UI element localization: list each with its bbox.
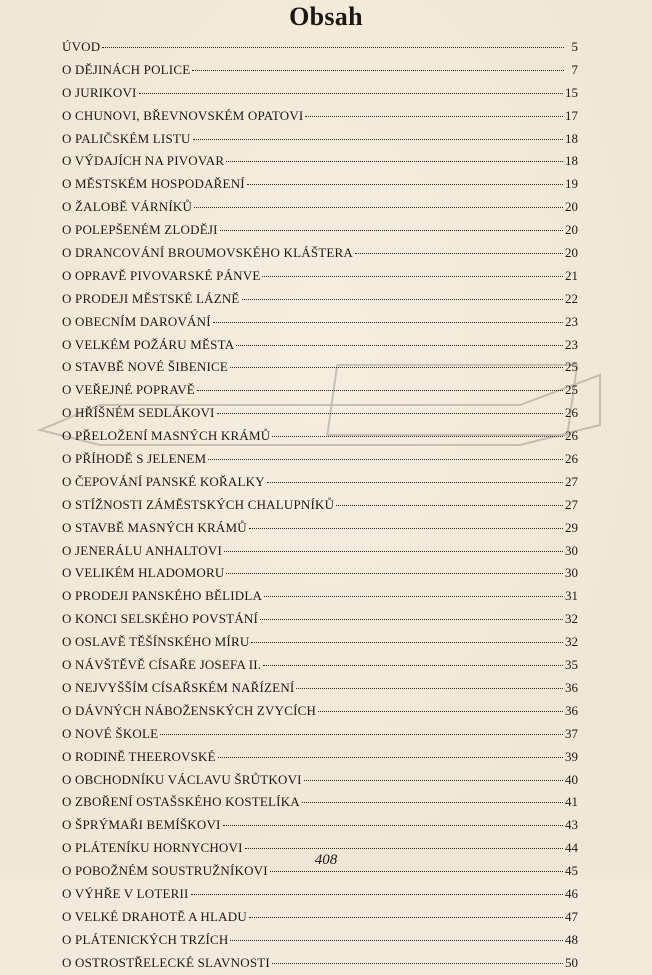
toc-entry[interactable] [62, 173, 578, 196]
toc-entry-page: 43 [565, 817, 578, 833]
toc-entry-page: 44 [565, 840, 578, 856]
dot-leader [102, 47, 564, 48]
dot-leader [302, 802, 563, 803]
toc-entry-page: 25 [565, 382, 578, 398]
toc-entry[interactable] [62, 906, 578, 929]
toc-entry-page: 27 [565, 496, 578, 512]
dot-leader [305, 116, 563, 117]
toc-entry-page: 40 [565, 771, 578, 787]
toc-entry-title: O PLÁTENICKÝCH TRZÍCH [62, 931, 229, 947]
dot-leader [296, 688, 563, 689]
toc-entry[interactable] [62, 562, 578, 585]
toc-entry-page: 46 [565, 885, 578, 901]
toc-entry-page: 23 [565, 313, 578, 329]
toc-entry-title: O OBECNÍM DAROVÁNÍ [62, 313, 211, 329]
dot-leader [245, 848, 563, 849]
toc-entry[interactable] [62, 769, 578, 792]
table-of-contents [62, 36, 578, 975]
toc-entry[interactable] [62, 59, 578, 82]
toc-entry-title: O PŘELOŽENÍ MASNÝCH KRÁMŮ [62, 428, 271, 444]
dot-leader [218, 757, 563, 758]
dot-leader [336, 505, 563, 506]
toc-entry[interactable] [62, 700, 578, 723]
toc-entry[interactable] [62, 448, 578, 471]
dot-leader [355, 253, 563, 254]
dot-leader [230, 940, 563, 941]
toc-entry-title: O NÁVŠTĚVĚ CÍSAŘE JOSEFA II. [62, 657, 262, 673]
toc-entry[interactable] [62, 265, 578, 288]
toc-entry[interactable] [62, 356, 578, 379]
toc-entry-page: 20 [565, 199, 578, 215]
toc-entry[interactable] [62, 128, 578, 151]
toc-entry-title: O PŘÍHODĚ S JELENEM [62, 451, 207, 467]
toc-entry-title: O PRODEJI PANSKÉHO BĚLIDLA [62, 588, 263, 604]
dot-leader [270, 871, 563, 872]
toc-entry-title: O VÝHŘE V LOTERII [62, 885, 189, 901]
toc-entry[interactable] [62, 746, 578, 769]
toc-entry[interactable] [62, 517, 578, 540]
toc-entry-title: O OPRAVĚ PIVOVARSKÉ PÁNVE [62, 267, 261, 283]
dot-leader [194, 207, 563, 208]
toc-entry-page: 39 [565, 748, 578, 764]
toc-entry[interactable] [62, 379, 578, 402]
dot-leader [226, 573, 563, 574]
toc-entry[interactable] [62, 425, 578, 448]
dot-leader [193, 139, 563, 140]
toc-entry-page: 7 [571, 61, 578, 77]
toc-entry-title: O OSTROSTŘELECKÉ SLAVNOSTI [62, 954, 270, 970]
toc-entry[interactable] [62, 540, 578, 563]
toc-entry-title: O PALIČSKÉM LISTU [62, 130, 191, 146]
toc-entry-title: ÚVOD [62, 39, 101, 54]
toc-entry-page: 36 [565, 679, 578, 695]
toc-entry[interactable] [62, 585, 578, 608]
toc-entry-title: O ČEPOVÁNÍ PANSKÉ KOŘALKY [62, 473, 265, 489]
dot-leader [230, 367, 563, 368]
toc-entry-page: 20 [565, 245, 578, 261]
toc-entry-page: 26 [565, 428, 578, 444]
toc-entry-page: 25 [565, 359, 578, 375]
toc-entry-page: 5 [571, 39, 578, 54]
toc-entry-title: O ŠPRÝMAŘI BEMÍŠKOVI [62, 817, 221, 833]
toc-entry-page: 41 [565, 794, 578, 810]
toc-entry[interactable] [62, 471, 578, 494]
dot-leader [263, 665, 563, 666]
toc-entry[interactable] [62, 494, 578, 517]
dot-leader [247, 184, 563, 185]
toc-entry-page: 27 [565, 473, 578, 489]
toc-entry-title: O DĚJINÁCH POLICE [62, 61, 191, 77]
toc-entry-page: 29 [565, 519, 578, 535]
toc-entry-title: O ŽALOBĚ VÁRNÍKŮ [62, 199, 193, 215]
toc-entry[interactable] [62, 677, 578, 700]
dot-leader [249, 528, 563, 529]
toc-entry-title: O STAVBĚ MASNÝCH KRÁMŮ [62, 519, 247, 535]
toc-entry[interactable] [62, 631, 578, 654]
dot-leader [213, 322, 563, 323]
toc-entry-page: 15 [565, 84, 578, 100]
toc-entry[interactable] [62, 791, 578, 814]
toc-entry[interactable] [62, 288, 578, 311]
dot-leader [272, 436, 563, 437]
page-number: 408 [314, 852, 338, 868]
dot-leader [264, 596, 563, 597]
toc-entry-page: 45 [565, 863, 578, 879]
dot-leader [236, 345, 563, 346]
toc-entry-title: O DRANCOVÁNÍ BROUMOVSKÉHO KLÁŠTERA [62, 245, 354, 261]
toc-entry-title: O OBCHODNÍKU VÁCLAVU ŠRŮTKOVI [62, 771, 302, 787]
dot-leader [197, 390, 563, 391]
toc-entry-title: O VELKÉ DRAHOTĚ A HLADU [62, 908, 247, 924]
toc-entry-page: 35 [565, 657, 578, 673]
toc-entry-title: O JURIKOVI [62, 84, 137, 100]
toc-entry-page: 32 [565, 611, 578, 627]
dot-leader [191, 894, 563, 895]
toc-entry-title: O STAVBĚ NOVÉ ŠIBENICE [62, 359, 228, 375]
toc-entry[interactable] [62, 814, 578, 837]
toc-entry-title: O HŘÍŠNÉM SEDLÁKOVI [62, 405, 215, 421]
toc-entry[interactable] [62, 219, 578, 242]
toc-entry[interactable] [62, 654, 578, 677]
toc-entry-page: 47 [565, 908, 578, 924]
dot-leader [304, 780, 563, 781]
toc-entry-title: O STÍŽNOSTI ZÁMĚSTSKÝCH CHALUPNÍKŮ [62, 496, 335, 512]
toc-entry[interactable] [62, 311, 578, 334]
toc-entry-title: O VELKÉM POŽÁRU MĚSTA [62, 336, 235, 352]
toc-entry[interactable] [62, 883, 578, 906]
toc-entry-page: 20 [565, 222, 578, 238]
toc-entry-title: O VEŘEJNÉ POPRAVĚ [62, 382, 195, 398]
toc-entry-page: 48 [565, 931, 578, 947]
toc-entry-page: 31 [565, 588, 578, 604]
toc-entry-title: O POBOŽNÉM SOUSTRUŽNÍKOVI [62, 863, 268, 879]
toc-entry-page: 18 [565, 153, 578, 169]
dot-leader [208, 459, 563, 460]
toc-entry[interactable] [62, 150, 578, 173]
dot-leader [318, 711, 563, 712]
toc-entry-title: O ZBOŘENÍ OSTAŠSKÉHO KOSTELÍKA [62, 794, 300, 810]
toc-entry-title: O VÝDAJÍCH NA PIVOVAR [62, 153, 225, 169]
dot-leader [251, 642, 563, 643]
toc-entry-title: O NEJVYŠŠÍM CÍSAŘSKÉM NAŘÍZENÍ [62, 679, 295, 695]
toc-entry-page: 50 [565, 954, 578, 970]
dot-leader [242, 299, 563, 300]
toc-entry-page: 37 [565, 725, 578, 741]
toc-entry-title: O POLEPŠENÉM ZLODĚJI [62, 222, 218, 238]
toc-entry-page: 17 [565, 107, 578, 123]
dot-leader [223, 825, 563, 826]
dot-leader [262, 276, 563, 277]
dot-leader [217, 413, 563, 414]
toc-entry-title: O MĚSTSKÉM HOSPODAŘENÍ [62, 176, 245, 192]
toc-entry[interactable] [62, 36, 578, 59]
dot-leader [139, 93, 563, 94]
toc-entry-page: 26 [565, 405, 578, 421]
toc-entry-page: 19 [565, 176, 578, 192]
toc-entry-title: O RODINĚ THEEROVSKÉ [62, 748, 216, 764]
toc-entry[interactable] [62, 952, 578, 975]
toc-entry[interactable] [62, 242, 578, 265]
toc-entry-page: 18 [565, 130, 578, 146]
dot-leader [224, 551, 563, 552]
dot-leader [160, 734, 563, 735]
toc-entry-page: 22 [565, 290, 578, 306]
toc-entry-page: 30 [565, 542, 578, 558]
toc-entry[interactable] [62, 196, 578, 219]
toc-entry-title: O PRODEJI MĚSTSKÉ LÁZNĚ [62, 290, 240, 306]
toc-entry-title: O JENERÁLU ANHALTOVI [62, 542, 222, 558]
toc-entry[interactable] [62, 82, 578, 105]
dot-leader [272, 963, 563, 964]
toc-entry-page: 36 [565, 702, 578, 718]
toc-entry-page: 26 [565, 451, 578, 467]
toc-entry-title: O DÁVNÝCH NÁBOŽENSKÝCH ZVYCÍCH [62, 702, 317, 718]
dot-leader [226, 161, 563, 162]
dot-leader [267, 482, 563, 483]
toc-entry[interactable] [62, 929, 578, 952]
toc-entry[interactable] [62, 608, 578, 631]
page-title: Obsah [289, 2, 363, 31]
toc-entry-page: 32 [565, 634, 578, 650]
toc-entry-title: O OSLAVĚ TĚŠÍNSKÉHO MÍRU [62, 634, 250, 650]
toc-entry-title: O KONCI SELSKÉHO POVSTÁNÍ [62, 611, 259, 627]
toc-entry-page: 23 [565, 336, 578, 352]
toc-entry-title: O PLÁTENÍKU HORNYCHOVI [62, 840, 243, 856]
toc-entry-title: O VELIKÉM HLADOMORU [62, 565, 225, 581]
toc-entry[interactable] [62, 402, 578, 425]
toc-entry[interactable] [62, 334, 578, 357]
toc-entry-title: O CHUNOVI, BŘEVNOVSKÉM OPATOVI [62, 107, 304, 123]
toc-entry[interactable] [62, 723, 578, 746]
dot-leader [192, 70, 564, 71]
dot-leader [249, 917, 563, 918]
dot-leader [220, 230, 563, 231]
dot-leader [260, 619, 563, 620]
toc-entry[interactable] [62, 105, 578, 128]
toc-entry-title: O NOVÉ ŠKOLE [62, 725, 159, 741]
toc-entry-page: 21 [565, 267, 578, 283]
toc-entry-page: 30 [565, 565, 578, 581]
